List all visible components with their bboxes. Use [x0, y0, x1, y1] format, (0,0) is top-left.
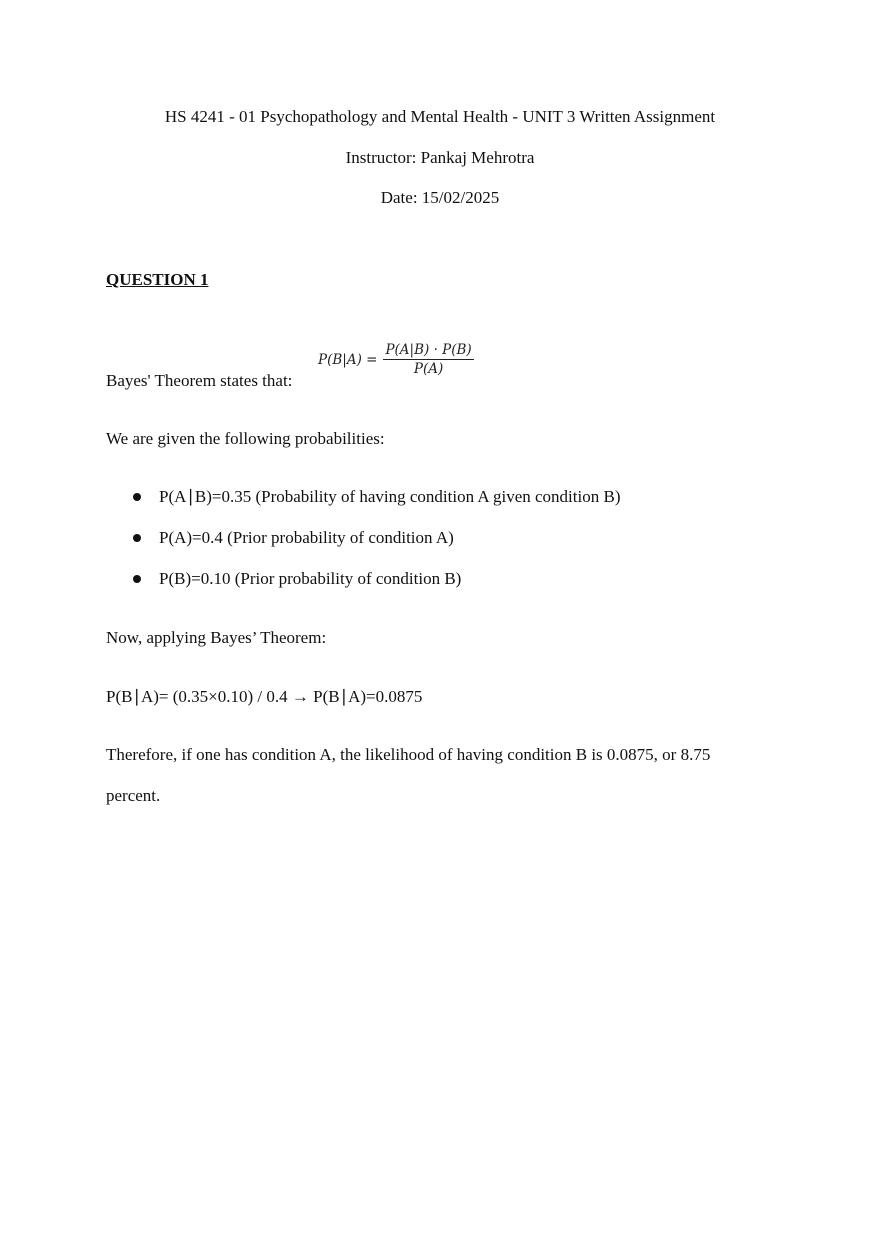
list-item: [133, 487, 620, 507]
list-item-text: P(A∣B)=0.35 (Probability of having condition A given condition B): [159, 487, 621, 506]
calculation-line: P(B∣A)= (0.35×0.10) / 0.4 → P(B∣A)=0.0875: [106, 687, 423, 706]
question-heading: QUESTION 1: [106, 270, 209, 289]
theorem-intro: Bayes' Theorem states that:: [106, 371, 293, 390]
conclusion-line-2: percent.: [106, 786, 161, 805]
document-title: HS 4241 - 01 Psychopathology and Mental Health - UNIT 3 Written Assignment: [164, 107, 716, 126]
conclusion-line-1: Therefore, if one has condition A, the likelihood of having condition B is 0.0875, or 8.75: [106, 745, 711, 764]
list-item: [133, 528, 454, 548]
formula-denominator: P(A): [413, 361, 444, 377]
date-line: Date: 15/02/2025: [380, 188, 500, 207]
bayes-formula: [318, 342, 474, 377]
applying-line: Now, applying Bayes’ Theorem:: [106, 628, 327, 647]
bullet-icon: [133, 534, 141, 542]
formula-fraction: [383, 342, 473, 377]
bullet-icon: [133, 575, 141, 583]
list-item-text: P(A)=0.4 (Prior probability of condition A): [159, 528, 454, 547]
bullet-icon: [133, 493, 141, 501]
formula-numerator: P(A|B) · P(B): [385, 342, 472, 358]
given-intro: We are given the following probabilities:: [106, 429, 385, 448]
instructor-line: Instructor: Pankaj Mehrotra: [345, 148, 535, 167]
list-item: [133, 569, 461, 589]
formula-lhs: P(B|A) =: [318, 351, 378, 368]
list-item-text: P(B)=0.10 (Prior probability of condition B): [159, 569, 462, 588]
